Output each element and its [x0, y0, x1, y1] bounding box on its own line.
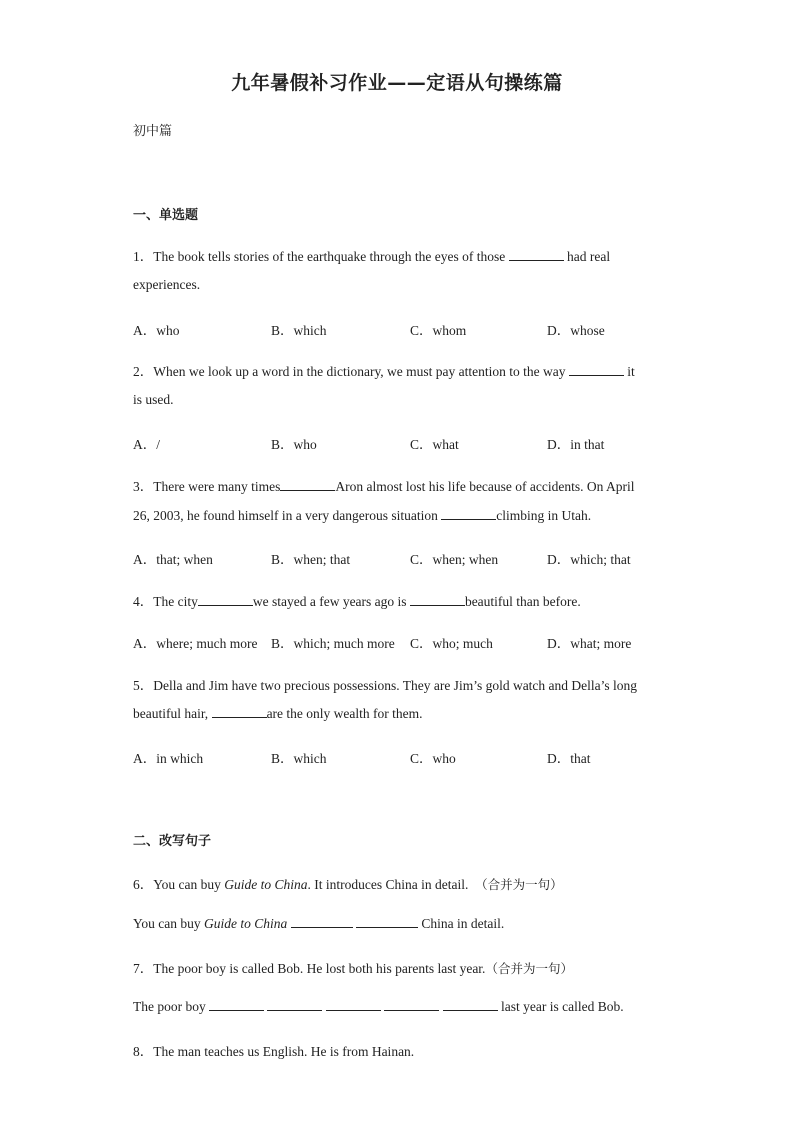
- answer-blank: [443, 998, 498, 1011]
- question-7-prompt: 7．The poor boy is called Bob. He lost both his parents last year.（合并为一句）: [133, 961, 573, 976]
- question-8-prompt: 8．The man teaches us English. He is from Hainan.: [133, 1044, 415, 1059]
- option-d: D．what; more: [547, 636, 632, 651]
- question-2-line-1: 2．When we look up a word in the dictionary, we must pay attention to the way it: [133, 364, 635, 379]
- option-b: B．which; much more: [271, 636, 395, 651]
- question-1-line-1: 1．The book tells stories of the earthquake through the eyes of those had real: [133, 249, 611, 264]
- option-b: B．which: [271, 751, 327, 766]
- option-c: C．who; much: [410, 636, 493, 651]
- option-a: A．who: [133, 323, 180, 338]
- option-b: B．who: [271, 437, 317, 452]
- option-c: C．when; when: [410, 552, 499, 567]
- answer-blank: [441, 507, 496, 520]
- answer-blank: [291, 915, 353, 928]
- answer-blank: [267, 998, 322, 1011]
- option-b: B．which: [271, 323, 327, 338]
- answer-blank: [280, 478, 335, 491]
- option-c: C．what: [410, 437, 459, 452]
- option-d: D．in that: [547, 437, 605, 452]
- answer-blank: [356, 915, 418, 928]
- section-heading-multiple-choice: 一、单选题: [133, 208, 199, 223]
- question-1-line-2: experiences.: [133, 277, 201, 292]
- answer-blank: [209, 998, 264, 1011]
- question-5-line-2: beautiful hair, are the only wealth for them.: [133, 706, 423, 721]
- question-5-line-1: 5．Della and Jim have two precious possessions. They are Jim’s gold watch and Della’s long: [133, 678, 638, 693]
- question-4-line-1: 4．The city we stayed a few years ago is beautiful than before.: [133, 594, 581, 609]
- option-c: C．whom: [410, 323, 467, 338]
- option-a: A．that; when: [133, 552, 213, 567]
- answer-blank: [384, 998, 439, 1011]
- question-6-answer-line: You can buy Guide to China China in detail.: [133, 916, 505, 931]
- question-7-answer-line: The poor boy last year is called Bob.: [133, 999, 624, 1014]
- answer-blank: [569, 363, 624, 376]
- question-3-line-2: 26, 2003, he found himself in a very dangerous situation climbing in Utah.: [133, 508, 592, 523]
- section-heading-rewrite: 二、改写句子: [133, 834, 212, 849]
- answer-blank: [198, 593, 253, 606]
- answer-blank: [326, 998, 381, 1011]
- option-a: A．/: [133, 437, 160, 452]
- option-c: C．who: [410, 751, 456, 766]
- option-d: D．whose: [547, 323, 605, 338]
- option-d: D．that: [547, 751, 591, 766]
- option-d: D．which; that: [547, 552, 631, 567]
- option-a: A．where; much more: [133, 636, 258, 651]
- answer-blank: [410, 593, 465, 606]
- question-2-line-2: is used.: [133, 392, 174, 407]
- page-title: 九年暑假补习作业——定语从句操练篇: [231, 72, 563, 94]
- answer-blank: [212, 705, 267, 718]
- question-3-line-1: 3．There were many times Aron almost lost his life because of accidents. On April: [133, 479, 635, 494]
- question-6-prompt: 6．You can buy Guide to China. It introduces China in detail. （合并为一句）: [133, 877, 563, 892]
- option-a: A．in which: [133, 751, 204, 766]
- answer-blank: [509, 248, 564, 261]
- page-subtitle: 初中篇: [133, 124, 173, 139]
- option-b: B．when; that: [271, 552, 351, 567]
